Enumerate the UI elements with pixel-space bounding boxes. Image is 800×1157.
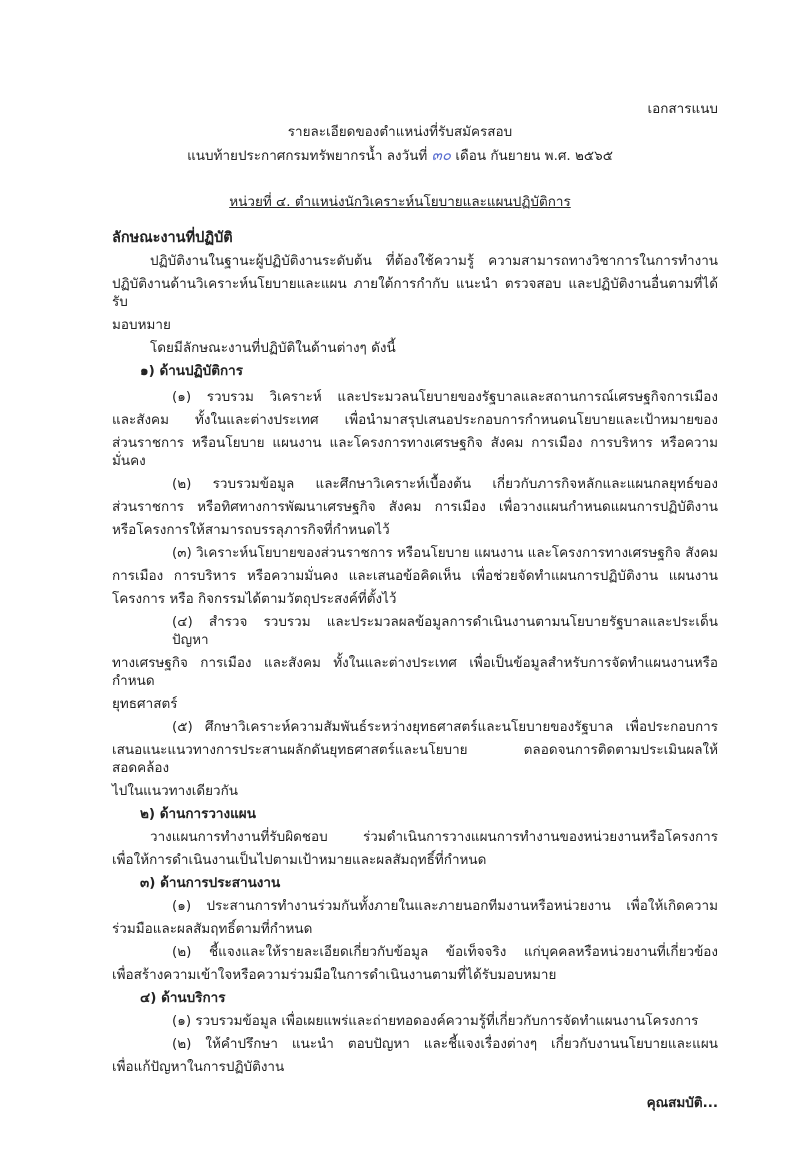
document-subtitle	[0, 146, 800, 165]
body-line: (๑) รวบรวมข้อมูล เพื่อเผยแพร่และถ่ายทอดองค์ความรู้ที่เกี่ยวกับการจัดทำแผนงานโครงการ	[172, 1013, 699, 1029]
body-line: (๑) ประสานการทำงานร่วมกันทั้งภายในและภายนอกทีมงานหรือหน่วยงาน เพื่อให้เกิดความ	[172, 898, 718, 914]
body-line: มอบหมาย	[112, 317, 171, 333]
body-line: ปฏิบัติงานในฐานะผู้ปฏิบัติงานระดับต้น ที่ต้องใช้ความรู้ ความสามารถทางวิชาการในการทำงาน	[150, 253, 718, 269]
body-line: (๒) ให้คำปรึกษา แนะนำ ตอบปัญหา และชี้แจงเรื่องต่างๆ เกี่ยวกับงานนโยบายและแผน	[172, 1036, 718, 1052]
body-line: ทางเศรษฐกิจ การเมือง และสังคม ทั้งในและต่างประเทศ เพื่อเป็นข้อมูลสำหรับการจัดทำแผนงานหรือกำหนด	[112, 655, 718, 689]
body-line: เพื่อสร้างความเข้าใจหรือความร่วมมือในการดำเนินงานตามที่ได้รับมอบหมาย	[112, 967, 557, 983]
body-line: ส่วนราชการ หรือนโยบาย แผนงาน และโครงการทางเศรษฐกิจ สังคม การเมือง การบริหาร หรือความมั่นคง	[112, 435, 718, 469]
body-line: (๕) ศึกษาวิเคราะห์ความสัมพันธ์ระหว่างยุทธศาสตร์และนโยบายของรัฐบาล เพื่อประกอบการ	[172, 719, 718, 735]
subtitle-prefix: แนบท้ายประกาศกรมทรัพยากรน้ำ ลงวันที่	[187, 148, 428, 164]
body-line: ไปในแนวทางเดียวกัน	[112, 783, 239, 799]
body-line: โดยมีลักษณะงานที่ปฏิบัติในด้านต่างๆ ดังนี้	[150, 340, 396, 356]
subsection-heading: ๑) ด้านปฏิบัติการ	[140, 363, 243, 379]
body-line: การเมือง การบริหาร หรือความมั่นคง และเสนอข้อคิดเห็น เพื่อช่วยจัดทำแผนการปฏิบัติงาน แผนงาน	[112, 568, 718, 584]
body-line: (๒) รวบรวมข้อมูล และศึกษาวิเคราะห์เบื้องต้น เกี่ยวกับภารกิจหลักและแผนกลยุทธ์ของ	[172, 476, 718, 492]
handwritten-date-day: ๓๐	[431, 146, 452, 164]
body-line: โครงการ หรือ กิจกรรมได้ตามวัตถุประสงค์ที่ตั้งไว้	[112, 591, 397, 607]
body-line: วางแผนการทำงานที่รับผิดชอบ ร่วมดำเนินการวางแผนการทำงานของหน่วยงานหรือโครงการ	[150, 829, 718, 845]
body-line: เพื่อแก้ปัญหาในการปฏิบัติงาน	[112, 1059, 285, 1075]
subsection-heading: ๓) ด้านการประสานงาน	[140, 875, 281, 891]
subsection-heading: ๒) ด้านการวางแผน	[140, 806, 256, 822]
body-line: (๑) รวบรวม วิเคราะห์ และประมวลนโยบายของรัฐบาลและสถานการณ์เศรษฐกิจการเมือง	[172, 389, 718, 405]
body-line: (๓) วิเคราะห์นโยบายของส่วนราชการ หรือนโยบาย แผนงาน และโครงการทางเศรษฐกิจ สังคม	[172, 545, 718, 561]
unit-heading: หน่วยที่ ๔. ตำแหน่งนักวิเคราะห์นโยบายและแผนปฏิบัติการ	[229, 194, 571, 210]
body-line: เสนอแนะแนวทางการประสานผลักดันยุทธศาสตร์และนโยบาย ตลอดจนการติดตามประเมินผลให้สอดคล้อง	[112, 742, 718, 776]
body-line: (๒) ชี้แจงและให้รายละเอียดเกี่ยวกับข้อมูล ข้อเท็จจริง แก่บุคคลหรือหน่วยงานที่เกี่ยวข้อง	[172, 944, 718, 960]
body-line: ยุทธศาสตร์	[112, 696, 178, 712]
document-title: รายละเอียดของตำแหน่งที่รับสมัครสอบ	[287, 124, 513, 140]
body-line: ปฏิบัติงานด้านวิเคราะห์นโยบายและแผน ภายใต้การกำกับ แนะนำ ตรวจสอบ และปฏิบัติงานอื่นตามที่ได้รับ	[112, 276, 718, 310]
body-line: ส่วนราชการ หรือทิศทางการพัฒนาเศรษฐกิจ สังคม การเมือง เพื่อวางแผนกำหนดแผนการปฏิบัติงาน	[112, 499, 718, 515]
continuation-label: คุณสมบัติ...	[646, 1095, 718, 1111]
section-title: ลักษณะงานที่ปฏิบัติ	[112, 230, 233, 246]
body-line: เพื่อให้การดำเนินงานเป็นไปตามเป้าหมายและผลสัมฤทธิ์ที่กำหนด	[112, 852, 487, 868]
body-line: และสังคม ทั้งในและต่างประเทศ เพื่อนำมาสรุปเสนอประกอบการกำหนดนโยบายและเป้าหมายของ	[112, 412, 718, 428]
body-line: หรือโครงการให้สามารถบรรลุภารกิจที่กำหนดไว้	[112, 522, 390, 538]
subtitle-suffix: เดือน กันยายน พ.ศ. ๒๕๖๕	[455, 148, 613, 164]
attachment-label: เอกสารแนบ	[647, 101, 718, 117]
body-line: (๔) สำรวจ รวบรวม และประมวลผลข้อมูลการดำเนินงานตามนโยบายรัฐบาลและประเด็นปัญหา	[172, 614, 718, 648]
subsection-heading: ๔) ด้านบริการ	[140, 990, 226, 1006]
body-line: ร่วมมือและผลสัมฤทธิ์ตามที่กำหนด	[112, 921, 313, 937]
